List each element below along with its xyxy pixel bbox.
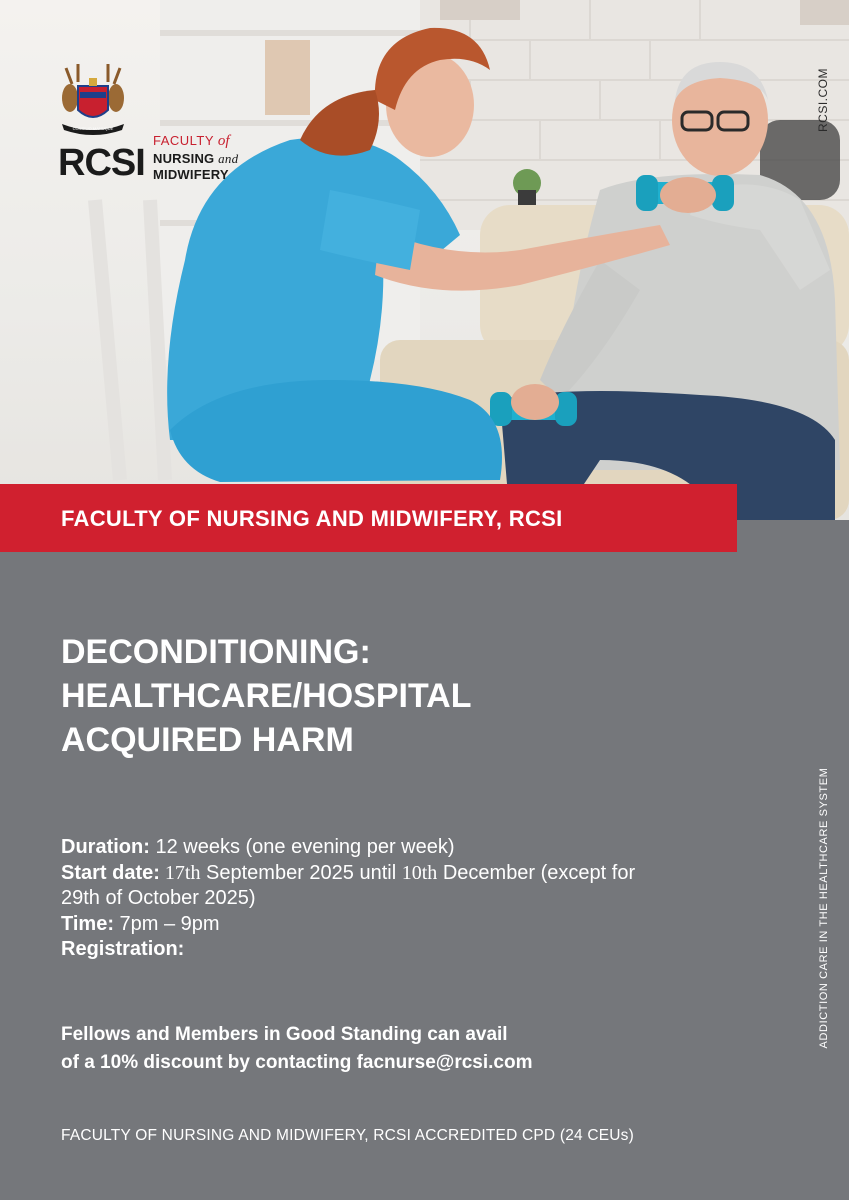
- time-value: 7pm – 9pm: [113, 912, 220, 935]
- end-date-rest: December (except for: [437, 861, 636, 884]
- duration-row: [61, 835, 761, 861]
- nursing-label: NURSING and: [153, 151, 239, 166]
- title-line-2: HEALTHCARE/HOSPITAL: [61, 677, 472, 715]
- start-date-row: [61, 861, 761, 887]
- title-line-3: ACQUIRED HARM: [61, 721, 354, 759]
- banner-text: FACULTY OF NURSING AND MIDWIFERY, RCSI: [61, 506, 563, 531]
- hero-photo: [0, 0, 849, 520]
- duration-label: Duration:: [61, 836, 150, 858]
- registration-label: Registration:: [61, 938, 185, 960]
- start-day: 17th: [159, 861, 201, 884]
- rcsi-wordmark: RCSI: [58, 142, 145, 184]
- crest-motto: CONSILIO MANUQUE: [72, 126, 114, 131]
- title-line-1: DECONDITIONING:: [61, 633, 371, 671]
- cpd-accreditation: FACULTY OF NURSING AND MIDWIFERY, RCSI ACCREDITED CPD (24 CEUs): [61, 1127, 634, 1144]
- midwifery-label: MIDWIFERY: [153, 167, 229, 182]
- course-details: [61, 835, 761, 963]
- start-date-rest: September 2025 until: [200, 861, 402, 884]
- discount-line-2: of a 10% discount by contacting facnurse@rcsi.com: [61, 1052, 533, 1073]
- registration-row: [61, 937, 761, 963]
- start-date-label: Start date:: [61, 861, 160, 884]
- rcsi-logo: [58, 58, 278, 188]
- course-title: [61, 630, 701, 762]
- time-row: [61, 912, 761, 938]
- crest-icon: [58, 58, 128, 140]
- site-url: RCSI.COM: [816, 68, 830, 132]
- discount-line-1: Fellows and Members in Good Standing can avail: [61, 1024, 508, 1045]
- duration-value: 12 weeks (one evening per week): [149, 836, 455, 858]
- faculty-banner: [0, 484, 737, 552]
- series-side-text: ADDICTION CARE IN THE HEALTHCARE SYSTEM: [818, 767, 830, 1048]
- discount-note: [61, 1021, 741, 1077]
- end-day: 10th: [401, 861, 438, 884]
- faculty-label: FACULTY of: [153, 133, 230, 149]
- start-date-row-continued: 29th of October 2025): [61, 887, 256, 909]
- time-label: Time:: [61, 912, 114, 935]
